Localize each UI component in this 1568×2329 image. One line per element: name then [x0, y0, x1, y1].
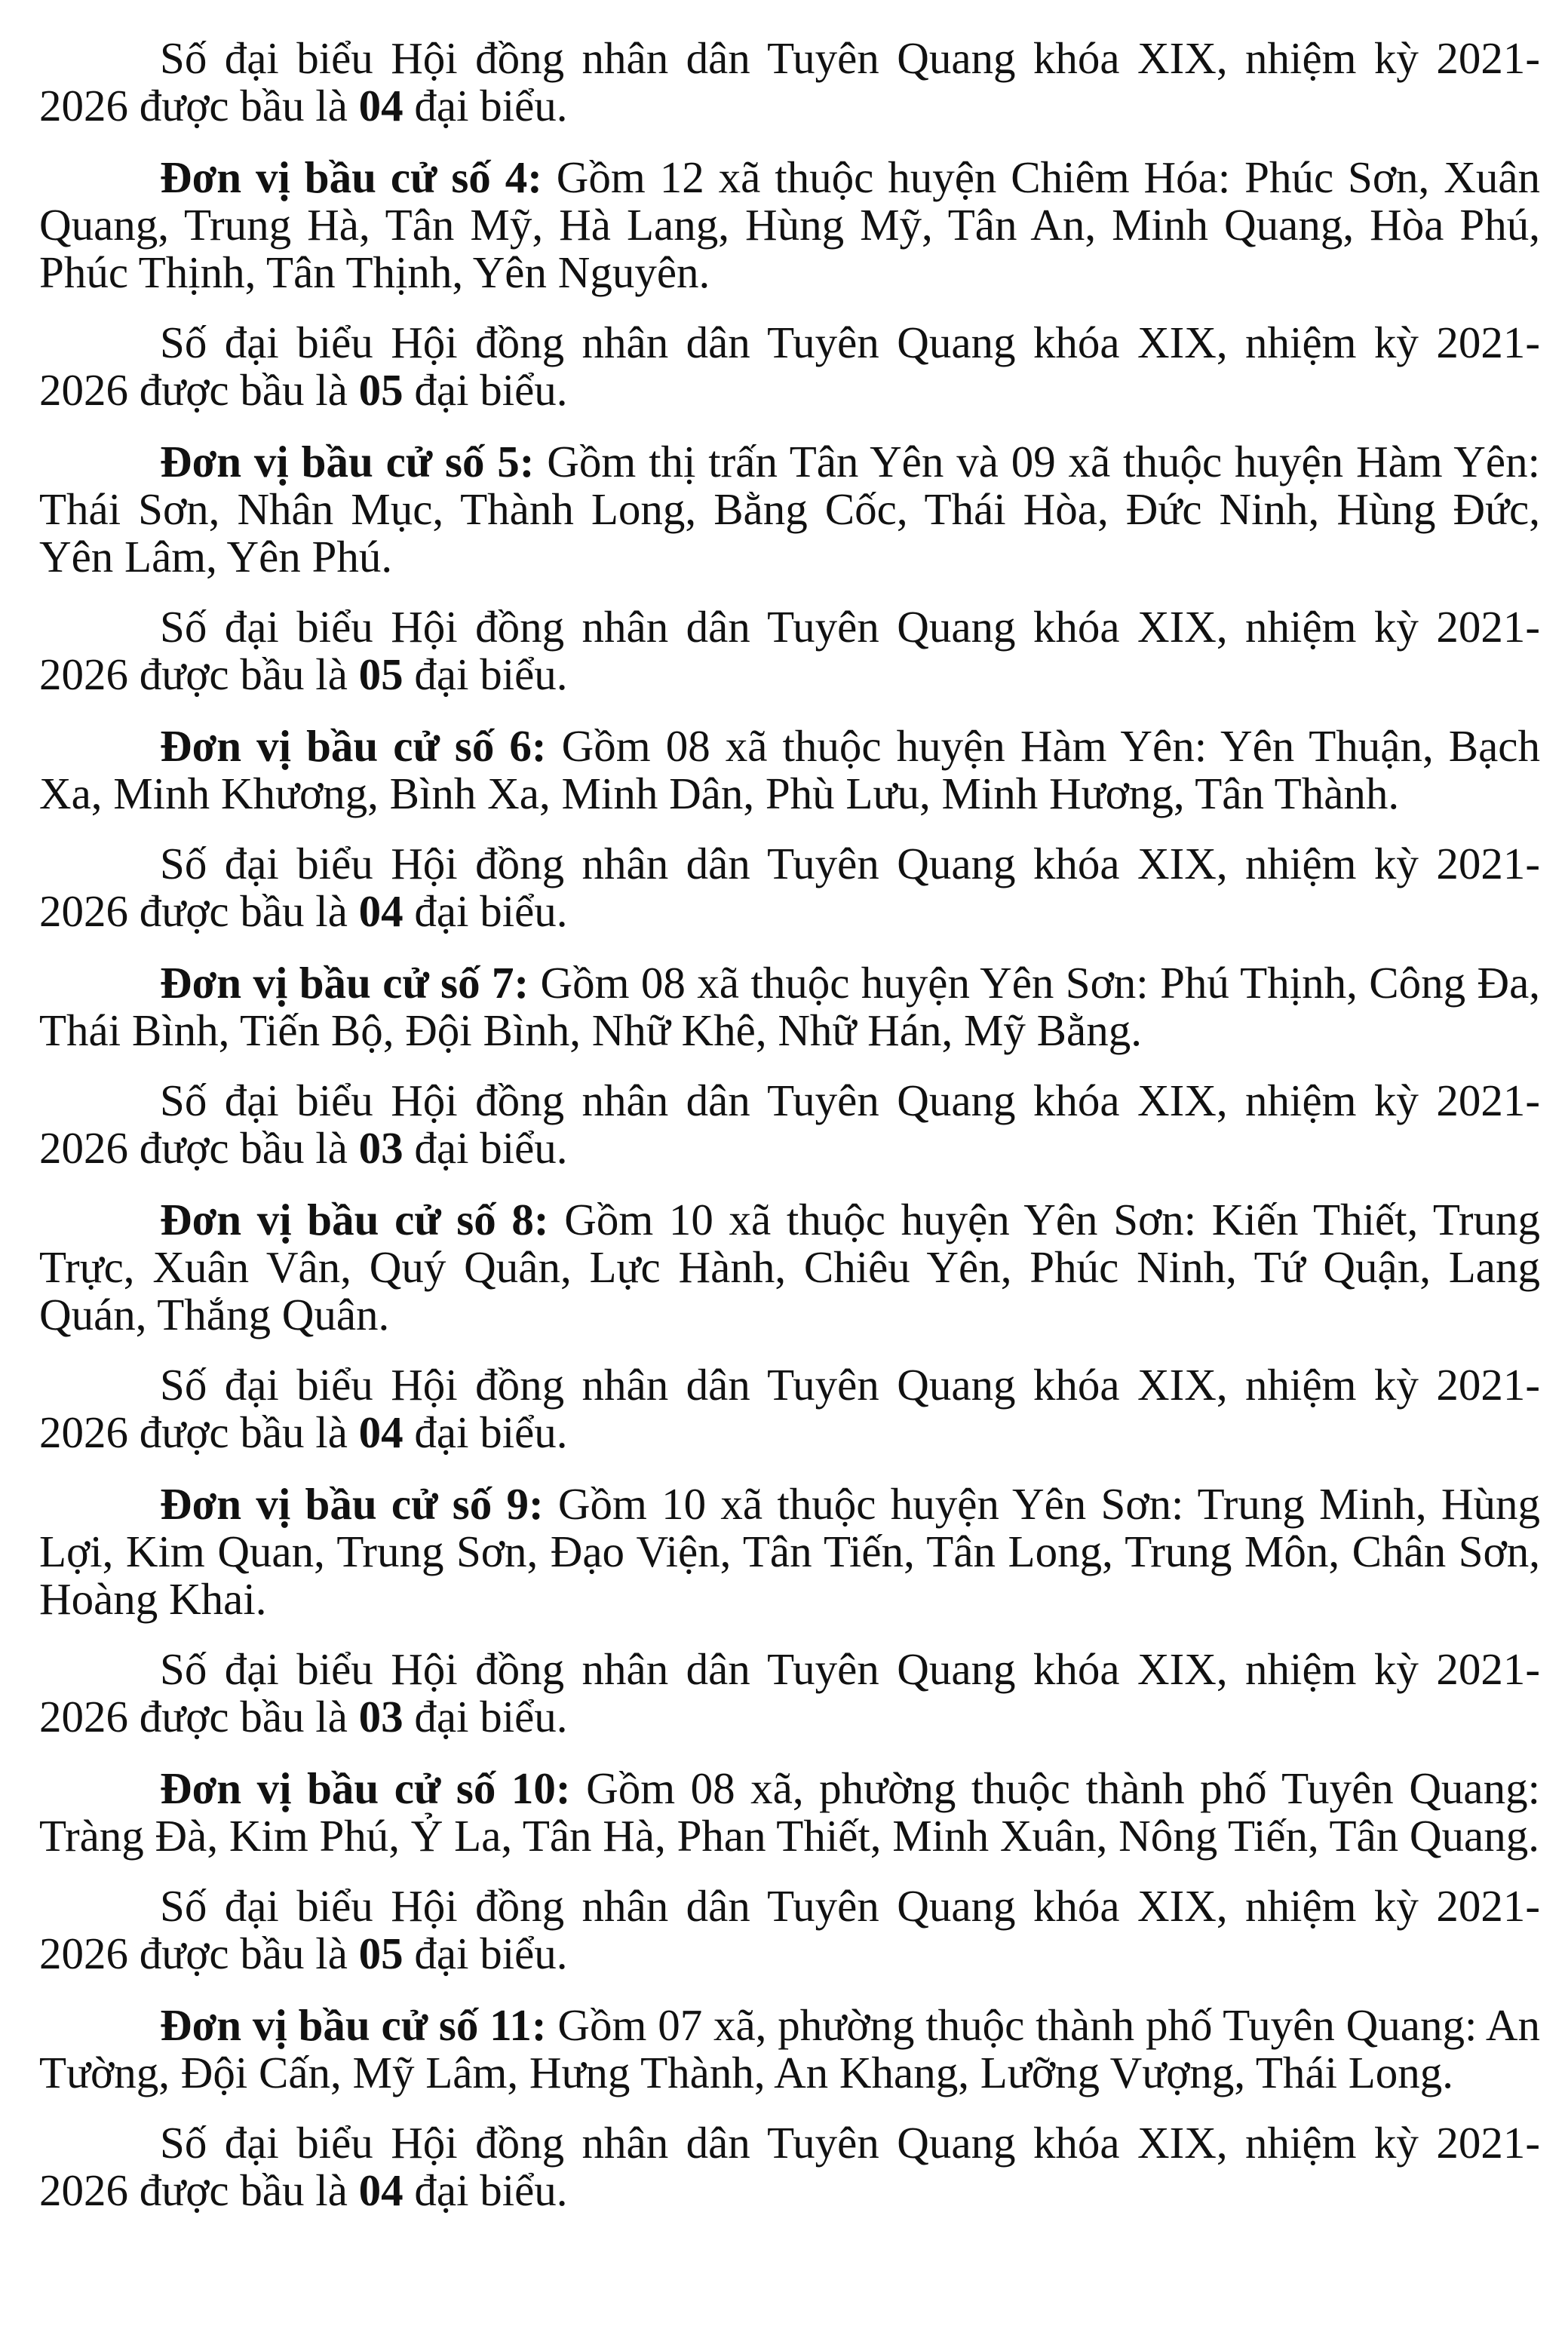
electoral-unit-paragraph [39, 1765, 1540, 1860]
quota-tail: đại biểu. [414, 1407, 568, 1457]
electoral-unit-paragraph [39, 438, 1540, 581]
electoral-unit-title: Đơn vị bầu cử số 10: [160, 1763, 571, 1813]
quota-paragraph [39, 2119, 1540, 2214]
electoral-unit-description: Gồm 08 xã, phường thuộc thành phố Tuyên Quang: Tràng Đà, Kim Phú, Ỷ La, Tân Hà, Phan Thiết, Minh Xuân, Nông Tiến, Tân Quang. [39, 1763, 1541, 1861]
quota-tail: đại biểu. [414, 81, 568, 130]
quota-tail: đại biểu. [414, 365, 568, 415]
quota-paragraph [39, 1646, 1540, 1741]
electoral-unit-title: Đơn vị bầu cử số 9: [160, 1479, 544, 1529]
quota-tail: đại biểu. [414, 886, 568, 936]
quota-paragraph [39, 1883, 1540, 1978]
quota-lead: Số đại biểu Hội đồng nhân dân Tuyên Quang khóa XIX, nhiệm kỳ 2021-2026 được bầu là [39, 839, 1540, 936]
electoral-unit-paragraph [39, 2002, 1540, 2097]
electoral-unit-description: Gồm 07 xã, phường thuộc thành phố Tuyên Quang: An Tường, Đội Cấn, Mỹ Lâm, Hưng Thành, An Khang, Lưỡng Vượng, Thái Long. [39, 2000, 1541, 2097]
quota-number: 05 [358, 365, 404, 415]
electoral-unit-title: Đơn vị bầu cử số 11: [160, 2000, 547, 2050]
quota-paragraph-opening [39, 35, 1540, 130]
quota-number: 03 [358, 1692, 404, 1741]
quota-paragraph [39, 1361, 1540, 1456]
quota-tail: đại biểu. [414, 1692, 568, 1741]
electoral-unit-title: Đơn vị bầu cử số 5: [160, 437, 535, 486]
electoral-unit-title: Đơn vị bầu cử số 6: [160, 721, 547, 771]
electoral-unit-title: Đơn vị bầu cử số 4: [160, 152, 542, 202]
quota-number: 04 [358, 81, 404, 130]
electoral-unit-description: Gồm 10 xã thuộc huyện Yên Sơn: Kiến Thiết, Trung Trực, Xuân Vân, Quý Quân, Lực Hành, Chiêu Yên, Phúc Ninh, Tứ Quận, Lang Quán, Thắng Quân. [39, 1195, 1540, 1339]
electoral-unit-description: Gồm 08 xã thuộc huyện Hàm Yên: Yên Thuận, Bạch Xa, Minh Khương, Bình Xa, Minh Dân, Phù Lưu, Minh Hương, Tân Thành. [39, 721, 1540, 818]
electoral-unit-paragraph [39, 1196, 1540, 1339]
quota-paragraph [39, 319, 1540, 414]
quota-lead: Số đại biểu Hội đồng nhân dân Tuyên Quang khóa XIX, nhiệm kỳ 2021-2026 được bầu là [39, 318, 1540, 415]
quota-paragraph [39, 603, 1540, 698]
quota-tail: đại biểu. [414, 649, 568, 699]
quota-number: 05 [358, 1929, 404, 1978]
electoral-unit-paragraph [39, 959, 1540, 1054]
quota-paragraph [39, 1077, 1540, 1172]
quota-lead: Số đại biểu Hội đồng nhân dân Tuyên Quang khóa XIX, nhiệm kỳ 2021-2026 được bầu là [39, 1881, 1540, 1978]
quota-lead: Số đại biểu Hội đồng nhân dân Tuyên Quang khóa XIX, nhiệm kỳ 2021-2026 được bầu là [39, 1644, 1540, 1741]
electoral-unit-description: Gồm thị trấn Tân Yên và 09 xã thuộc huyện Hàm Yên: Thái Sơn, Nhân Mục, Thành Long, Bằng Cốc, Thái Hòa, Đức Ninh, Hùng Đức, Yên Lâm, Yên Phú. [39, 437, 1540, 581]
quota-paragraph [39, 840, 1540, 935]
electoral-units-list [39, 154, 1540, 2214]
quota-number: 04 [358, 2165, 404, 2215]
quota-number: 04 [358, 886, 404, 936]
quota-lead: Số đại biểu Hội đồng nhân dân Tuyên Quang khóa XIX, nhiệm kỳ 2021-2026 được bầu là [39, 1076, 1540, 1173]
quota-number: 04 [358, 1407, 404, 1457]
quota-lead: Số đại biểu Hội đồng nhân dân Tuyên Quang khóa XIX, nhiệm kỳ 2021-2026 được bầu là [39, 33, 1540, 130]
document-page [39, 35, 1540, 2238]
quota-lead: Số đại biểu Hội đồng nhân dân Tuyên Quang khóa XIX, nhiệm kỳ 2021-2026 được bầu là [39, 602, 1540, 699]
quota-lead: Số đại biểu Hội đồng nhân dân Tuyên Quang khóa XIX, nhiệm kỳ 2021-2026 được bầu là [39, 1360, 1540, 1457]
electoral-unit-title: Đơn vị bầu cử số 7: [160, 958, 529, 1008]
electoral-unit-description: Gồm 08 xã thuộc huyện Yên Sơn: Phú Thịnh, Công Đa, Thái Bình, Tiến Bộ, Đội Bình, Nhữ Khê, Nhữ Hán, Mỹ Bằng. [39, 958, 1541, 1055]
electoral-unit-title: Đơn vị bầu cử số 8: [160, 1195, 549, 1244]
electoral-unit-paragraph [39, 723, 1540, 818]
electoral-unit-paragraph [39, 154, 1540, 296]
electoral-unit-paragraph [39, 1481, 1540, 1623]
quota-number: 05 [358, 649, 404, 699]
electoral-unit-description: Gồm 12 xã thuộc huyện Chiêm Hóa: Phúc Sơn, Xuân Quang, Trung Hà, Tân Mỹ, Hà Lang, Hùng Mỹ, Tân An, Minh Quang, Hòa Phú, Phúc Thịnh, Tân Thịnh, Yên Nguyên. [39, 152, 1541, 297]
quota-lead: Số đại biểu Hội đồng nhân dân Tuyên Quang khóa XIX, nhiệm kỳ 2021-2026 được bầu là [39, 2118, 1540, 2215]
quota-number: 03 [358, 1123, 404, 1173]
quota-tail: đại biểu. [414, 1929, 568, 1978]
electoral-unit-description: Gồm 10 xã thuộc huyện Yên Sơn: Trung Minh, Hùng Lợi, Kim Quan, Trung Sơn, Đạo Viện, Tân Tiến, Tân Long, Trung Môn, Chân Sơn, Hoàng Khai. [39, 1479, 1540, 1624]
quota-tail: đại biểu. [414, 1123, 568, 1173]
quota-tail: đại biểu. [414, 2165, 568, 2215]
